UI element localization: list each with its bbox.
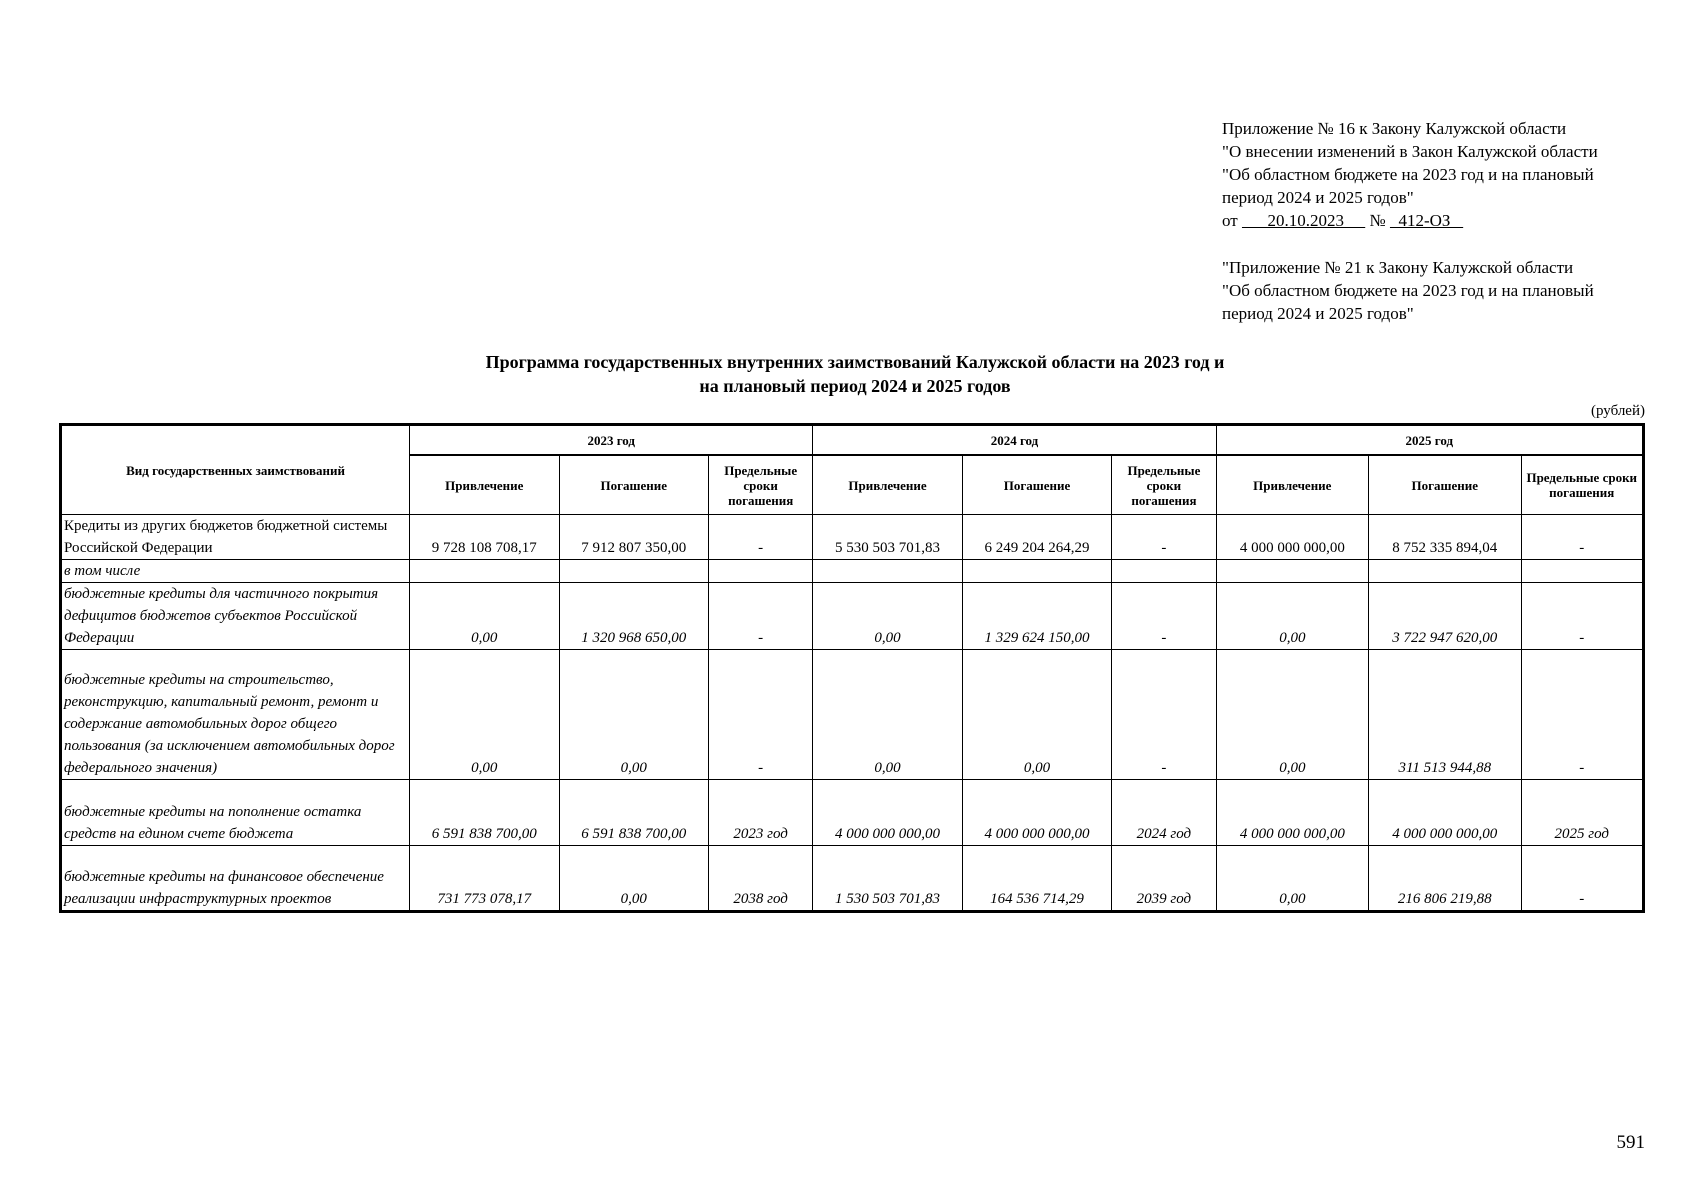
value-cell [813, 560, 962, 583]
column-header-attraction: Привлечение [1216, 455, 1368, 515]
units-label: (рублей) [1590, 403, 1645, 419]
column-header-repayment: Погашение [1369, 455, 1521, 515]
table-row [61, 780, 1644, 846]
value-cell: 7 912 807 350,00 [559, 515, 708, 560]
year-header-2024: 2024 год [813, 425, 1216, 456]
value-cell: 0,00 [1216, 846, 1368, 912]
appendix-header [1222, 117, 1662, 325]
value-cell: 0,00 [813, 583, 962, 650]
document-title [380, 350, 1330, 398]
value-cell: 6 591 838 700,00 [559, 780, 708, 846]
value-cell: - [1521, 583, 1643, 650]
column-header-terms: Предельные сроки погашения [1112, 455, 1216, 515]
value-cell: 0,00 [410, 583, 559, 650]
value-cell: - [708, 583, 812, 650]
value-cell: - [708, 515, 812, 560]
borrowings-table [59, 423, 1645, 913]
header-line: период 2024 и 2025 годов" [1222, 304, 1414, 323]
year-header-2023: 2023 год [410, 425, 813, 456]
value-cell: 2023 год [708, 780, 812, 846]
value-cell: - [1112, 583, 1216, 650]
table-row [61, 650, 1644, 780]
value-cell [962, 560, 1111, 583]
borrowing-type-cell: бюджетные кредиты для частичного покрытия дефицитов бюджетов субъектов Российской Федерации [61, 583, 410, 650]
value-cell: 216 806 219,88 [1369, 846, 1521, 912]
column-header-repayment: Погашение [559, 455, 708, 515]
borrowing-type-cell: бюджетные кредиты на финансовое обеспечение реализации инфраструктурных проектов [61, 846, 410, 912]
value-cell: 0,00 [559, 650, 708, 780]
value-cell: 2024 год [1112, 780, 1216, 846]
value-cell: 5 530 503 701,83 [813, 515, 962, 560]
value-cell: 0,00 [559, 846, 708, 912]
column-header-attraction: Привлечение [813, 455, 962, 515]
borrowing-type-cell: бюджетные кредиты на пополнение остатка средств на едином счете бюджета [61, 780, 410, 846]
column-header-terms: Предельные сроки погашения [1521, 455, 1643, 515]
law-date: 20.10.2023 [1241, 211, 1366, 230]
value-cell: - [1112, 515, 1216, 560]
number-prefix: № [1369, 211, 1386, 230]
date-prefix: от [1222, 211, 1238, 230]
title-line: Программа государственных внутренних заимствований Калужской области на 2023 год и [485, 352, 1225, 372]
value-cell: 1 329 624 150,00 [962, 583, 1111, 650]
value-cell: - [708, 650, 812, 780]
header-line: "Приложение № 21 к Закону Калужской области [1222, 258, 1574, 277]
value-cell: 4 000 000 000,00 [813, 780, 962, 846]
value-cell: 4 000 000 000,00 [962, 780, 1111, 846]
value-cell: - [1521, 650, 1643, 780]
table-row [61, 583, 1644, 650]
value-cell: 311 513 944,88 [1369, 650, 1521, 780]
value-cell: 0,00 [1216, 650, 1368, 780]
header-date-line [1222, 209, 1662, 232]
table-row [61, 560, 1644, 583]
header-line: "Об областном бюджете на 2023 год и на плановый [1222, 281, 1594, 300]
value-cell: 0,00 [1216, 583, 1368, 650]
value-cell [708, 560, 812, 583]
value-cell: 2025 год [1521, 780, 1643, 846]
value-cell: 0,00 [410, 650, 559, 780]
value-cell: 2039 год [1112, 846, 1216, 912]
value-cell: 4 000 000 000,00 [1216, 515, 1368, 560]
law-number: 412-ОЗ [1389, 211, 1464, 230]
header-line: "О внесении изменений в Закон Калужской области [1222, 142, 1598, 161]
value-cell: 4 000 000 000,00 [1369, 780, 1521, 846]
value-cell: 0,00 [813, 650, 962, 780]
value-cell: 0,00 [962, 650, 1111, 780]
title-line: на плановый период 2024 и 2025 годов [699, 376, 1011, 396]
column-header-terms: Предельные сроки погашения [708, 455, 812, 515]
header-line: "Об областном бюджете на 2023 год и на плановый [1222, 165, 1594, 184]
value-cell: 164 536 714,29 [962, 846, 1111, 912]
column-header-borrowing-type: Вид государственных заимствований [61, 425, 410, 515]
value-cell [559, 560, 708, 583]
borrowing-type-cell: в том числе [61, 560, 410, 583]
value-cell [410, 560, 559, 583]
value-cell: 1 320 968 650,00 [559, 583, 708, 650]
value-cell [1112, 560, 1216, 583]
value-cell: 3 722 947 620,00 [1369, 583, 1521, 650]
table-row [61, 846, 1644, 912]
value-cell: 6 249 204 264,29 [962, 515, 1111, 560]
value-cell [1521, 560, 1643, 583]
column-header-repayment: Погашение [962, 455, 1111, 515]
value-cell: - [1521, 515, 1643, 560]
value-cell: 6 591 838 700,00 [410, 780, 559, 846]
value-cell: 9 728 108 708,17 [410, 515, 559, 560]
value-cell: 4 000 000 000,00 [1216, 780, 1368, 846]
value-cell: 2038 год [708, 846, 812, 912]
value-cell: 731 773 078,17 [410, 846, 559, 912]
value-cell: - [1112, 650, 1216, 780]
value-cell [1369, 560, 1521, 583]
value-cell: 1 530 503 701,83 [813, 846, 962, 912]
page-number: 591 [1616, 1132, 1645, 1153]
table-row [61, 515, 1644, 560]
value-cell: - [1521, 846, 1643, 912]
header-line: Приложение № 16 к Закону Калужской области [1222, 119, 1567, 138]
header-line: период 2024 и 2025 годов" [1222, 188, 1414, 207]
column-header-attraction: Привлечение [410, 455, 559, 515]
year-header-2025: 2025 год [1216, 425, 1643, 456]
borrowing-type-cell: Кредиты из других бюджетов бюджетной системы Российской Федерации [61, 515, 410, 560]
borrowing-type-cell: бюджетные кредиты на строительство, реконструкцию, капитальный ремонт, ремонт и содержание автомобильных дорог общего пользования (за исключением автомобильных дорог федерального значения) [61, 650, 410, 780]
value-cell [1216, 560, 1368, 583]
value-cell: 8 752 335 894,04 [1369, 515, 1521, 560]
